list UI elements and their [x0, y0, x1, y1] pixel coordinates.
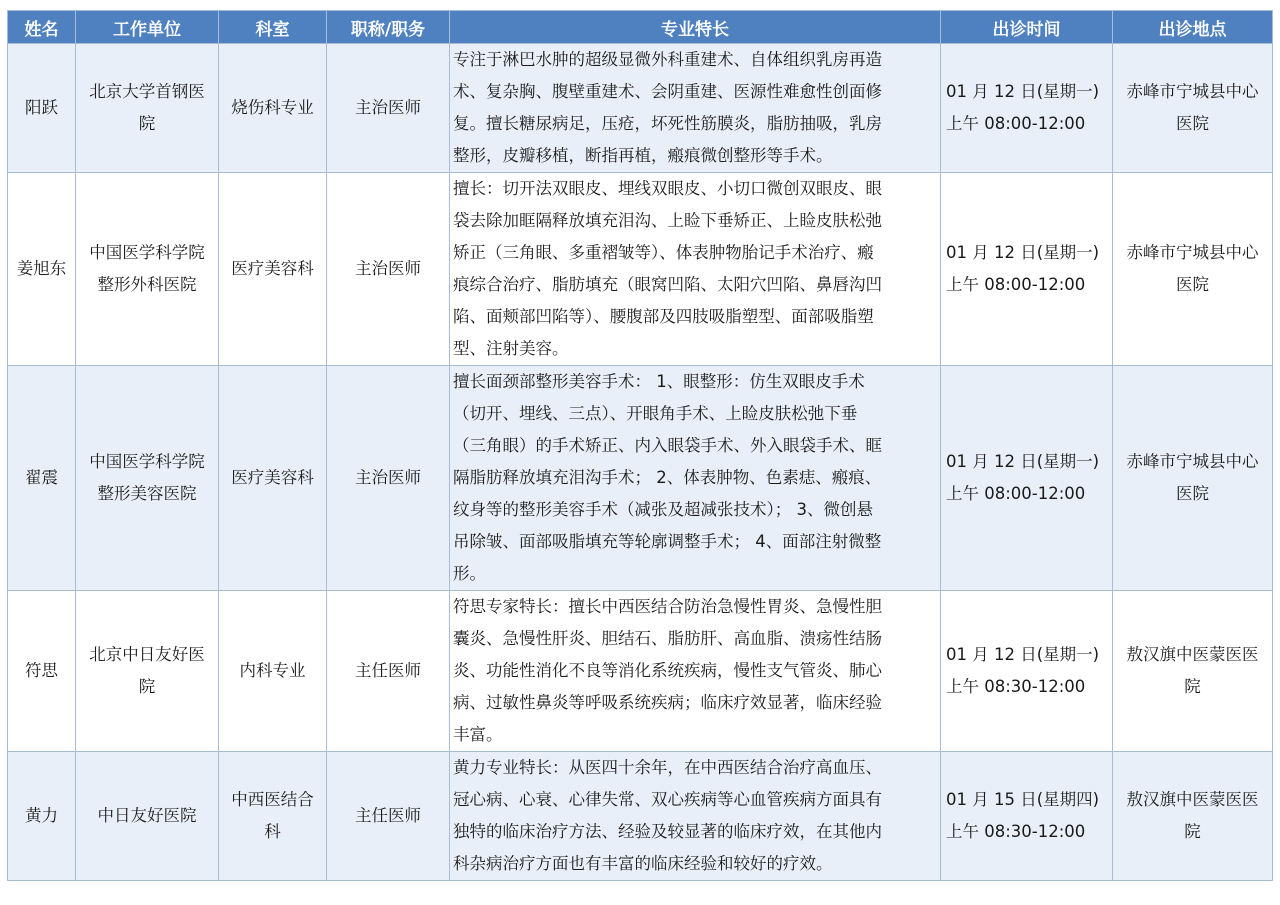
specialty-line: 黄力专业特长：从医四十余年，在中西医结合治疗高血压、 [453, 758, 882, 777]
work-unit-cell [76, 173, 219, 366]
clinic-time-line: 上午 08:00-12:00 [946, 484, 1086, 503]
specialty-line: 擅长：切开法双眼皮、埋线双眼皮、小切口微创双眼皮、眼 [453, 179, 882, 198]
doctor-name-cell: 阳跃 [8, 44, 76, 173]
doctor-name-cell: 黄力 [8, 752, 76, 881]
work-unit-cell [76, 366, 219, 591]
specialty-cell [450, 44, 941, 173]
clinic-place-cell [1113, 591, 1273, 752]
specialty-line: 炎、功能性消化不良等消化系统疾病，慢性支气管炎、肺心 [453, 661, 882, 680]
clinic-place-line: 院 [1184, 677, 1201, 696]
clinic-place-cell [1113, 44, 1273, 173]
work-unit-line: 中国医学科学院 [89, 452, 205, 471]
doctor-name-cell: 符思 [8, 591, 76, 752]
specialty-cell [450, 366, 941, 591]
specialty-line: 病、过敏性鼻炎等呼吸系统疾病；临床疗效显著，临床经验 [453, 693, 882, 712]
specialty-line: 吊除皱、面部吸脂填充等轮廓调整手术； 4、面部注射微整 [453, 532, 882, 551]
job-title-cell: 主治医师 [327, 44, 450, 173]
clinic-place-line: 院 [1184, 822, 1201, 841]
specialty-line: 整形，皮瓣移植，断指再植，瘢痕微创整形等手术。 [453, 146, 833, 165]
specialty-line: 纹身等的整形美容手术（减张及超减张技术）； 3、微创悬 [453, 500, 873, 519]
department-cell [219, 173, 327, 366]
specialty-line: 擅长面颈部整形美容手术： 1、眼整形：仿生双眼皮手术 [453, 372, 865, 391]
clinic-place-line: 医院 [1176, 275, 1209, 294]
clinic-time-line: 上午 08:30-12:00 [946, 822, 1086, 841]
clinic-time-line: 上午 08:00-12:00 [946, 275, 1086, 294]
table-row [8, 173, 1273, 366]
clinic-time-line: 01 月 12 日(星期一) [946, 452, 1100, 471]
clinic-time-cell [941, 591, 1113, 752]
specialty-line: 痕综合治疗、脂肪填充（眼窝凹陷、太阳穴凹陷、鼻唇沟凹 [453, 275, 882, 294]
department-cell [219, 366, 327, 591]
clinic-time-cell [941, 44, 1113, 173]
clinic-place-line: 敖汉旗中医蒙医医 [1126, 790, 1259, 809]
clinic-place-line: 医院 [1176, 484, 1209, 503]
clinic-place-line: 赤峰市宁城县中心 [1126, 452, 1259, 471]
specialty-cell [450, 752, 941, 881]
table-row [8, 752, 1273, 881]
work-unit-line: 院 [138, 677, 156, 696]
clinic-place-cell [1113, 752, 1273, 881]
job-title-cell: 主任医师 [327, 752, 450, 881]
department-line: 烧伤科专业 [231, 98, 314, 117]
work-unit-line: 整形美容医院 [97, 484, 197, 503]
specialty-line: 囊炎、急慢性肝炎、胆结石、脂肪肝、高血脂、溃疡性结肠 [453, 629, 882, 648]
work-unit-cell [76, 44, 219, 173]
department-cell [219, 752, 327, 881]
clinic-time-cell [941, 366, 1113, 591]
clinic-time-line: 01 月 12 日(星期一) [946, 82, 1100, 101]
work-unit-line: 北京大学首钢医 [89, 82, 205, 101]
table-row [8, 44, 1273, 173]
work-unit-line: 中日友好医院 [97, 806, 197, 825]
specialty-line: 形。 [453, 564, 486, 583]
header-time: 出诊时间 [941, 11, 1113, 44]
specialty-cell [450, 173, 941, 366]
header-org: 工作单位 [76, 11, 219, 44]
clinic-place-cell [1113, 366, 1273, 591]
clinic-time-line: 01 月 12 日(星期一) [946, 243, 1100, 262]
work-unit-line: 院 [138, 114, 156, 133]
clinic-place-line: 赤峰市宁城县中心 [1126, 243, 1259, 262]
specialty-line: （切开、埋线、三点）、开眼角手术、上睑皮肤松弛下垂 [453, 404, 858, 423]
work-unit-cell [76, 752, 219, 881]
specialty-line: 型、注射美容。 [453, 339, 569, 358]
clinic-time-cell [941, 173, 1113, 366]
specialty-line: 矫正（三角眼、多重褶皱等）、体表肿物胎记手术治疗、瘢 [453, 243, 874, 262]
header-name: 姓名 [8, 11, 76, 44]
work-unit-line: 北京中日友好医 [89, 645, 205, 664]
specialty-line: 复。擅长糖尿病足，压疮，坏死性筋膜炎，脂肪抽吸，乳房 [453, 114, 882, 133]
job-title-cell: 主治医师 [327, 366, 450, 591]
job-title-cell: 主治医师 [327, 173, 450, 366]
specialty-line: 科杂病治疗方面也有丰富的临床经验和较好的疗效。 [453, 854, 833, 873]
department-cell [219, 591, 327, 752]
doctor-name-cell: 翟震 [8, 366, 76, 591]
department-line: 科 [264, 822, 281, 841]
header-row [8, 11, 1273, 44]
table-row [8, 366, 1273, 591]
department-line: 医疗美容科 [231, 259, 314, 278]
work-unit-cell [76, 591, 219, 752]
clinic-time-line: 上午 08:30-12:00 [946, 677, 1086, 696]
clinic-place-cell [1113, 173, 1273, 366]
clinic-time-line: 01 月 15 日(星期四) [946, 790, 1100, 809]
specialty-line: 袋去除加眶隔释放填充泪沟、上睑下垂矫正、上睑皮肤松弛 [453, 211, 882, 230]
specialty-line: 独特的临床治疗方法、经验及较显著的临床疗效，在其他内 [453, 822, 882, 841]
specialty-line: 术、复杂胸、腹壁重建术、会阴重建、医源性难愈性创面修 [453, 82, 882, 101]
specialty-line: 专注于淋巴水肿的超级显微外科重建术、自体组织乳房再造 [453, 50, 882, 69]
doctor-schedule-table [7, 10, 1273, 881]
department-cell [219, 44, 327, 173]
clinic-place-line: 赤峰市宁城县中心 [1126, 82, 1259, 101]
header-dept: 科室 [219, 11, 327, 44]
work-unit-line: 整形外科医院 [97, 275, 197, 294]
specialty-line: 冠心病、心衰、心律失常、双心疾病等心血管疾病方面具有 [453, 790, 882, 809]
specialty-line: 符思专家特长：擅长中西医结合防治急慢性胃炎、急慢性胆 [453, 597, 882, 616]
clinic-time-cell [941, 752, 1113, 881]
specialty-line: （三角眼）的手术矫正、内入眼袋手术、外入眼袋手术、眶 [453, 436, 882, 455]
header-title: 职称/职务 [327, 11, 450, 44]
department-line: 内科专业 [239, 661, 306, 680]
work-unit-line: 中国医学科学院 [89, 243, 205, 262]
specialty-line: 隔脂肪释放填充泪沟手术； 2、体表肿物、色素痣、瘢痕、 [453, 468, 882, 487]
header-place: 出诊地点 [1113, 11, 1273, 44]
doctor-name-cell: 姜旭东 [8, 173, 76, 366]
specialty-cell [450, 591, 941, 752]
job-title-cell: 主任医师 [327, 591, 450, 752]
table-row [8, 591, 1273, 752]
clinic-place-line: 敖汉旗中医蒙医医 [1126, 645, 1259, 664]
specialty-line: 丰富。 [453, 725, 503, 744]
department-line: 中西医结合 [231, 790, 314, 809]
department-line: 医疗美容科 [231, 468, 314, 487]
clinic-place-line: 医院 [1176, 114, 1209, 133]
clinic-time-line: 01 月 12 日(星期一) [946, 645, 1100, 664]
specialty-line: 陷、面颊部凹陷等）、腰腹部及四肢吸脂塑型、面部吸脂塑 [453, 307, 874, 326]
header-specialty: 专业特长 [450, 11, 941, 44]
clinic-time-line: 上午 08:00-12:00 [946, 114, 1086, 133]
